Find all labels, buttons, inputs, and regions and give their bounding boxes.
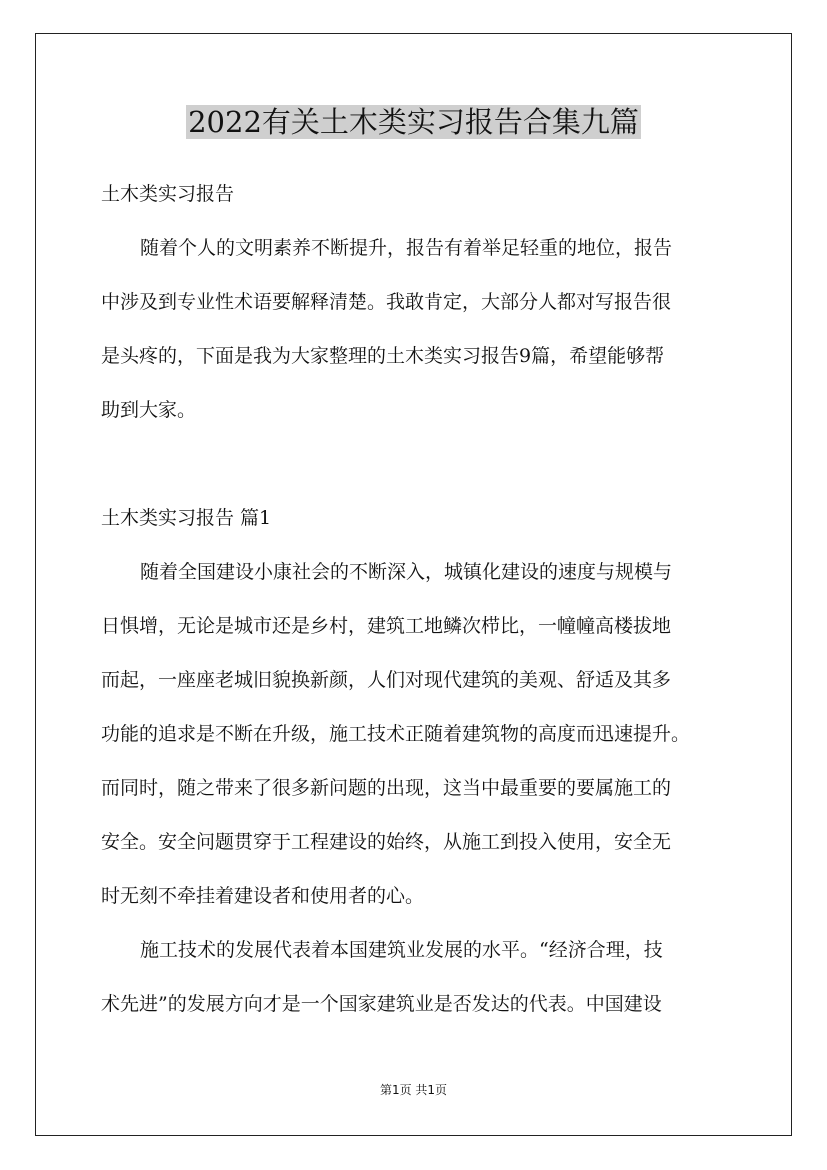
document-title [0,100,827,144]
document-title-text: 2022有关土木类实习报告合集九篇 [188,105,639,139]
section-heading: 土木类实习报告 篇1 [101,507,272,529]
section-paragraph-line: 而起，一座座老城旧貌换新颜，人们对现代建筑的美观、舒适及其多 [101,669,672,691]
section-paragraph-line: 时无刻不牵挂着建设者和使用者的心。 [101,885,425,907]
intro-paragraph-line: 助到大家。 [101,399,197,421]
section-paragraph-line: 随着全国建设小康社会的不断深入，城镇化建设的速度与规模与 [140,561,673,583]
section-paragraph-line: 安全。安全问题贯穿于工程建设的始终，从施工到投入使用，安全无 [101,831,672,853]
intro-paragraph-line: 中涉及到专业性术语要解释清楚。我敢肯定，大部分人都对写报告很 [101,291,672,313]
intro-heading: 土木类实习报告 [101,183,235,205]
intro-paragraph-line: 随着个人的文明素养不断提升，报告有着举足轻重的地位，报告 [140,237,673,259]
section-paragraph-line: 而同时，随之带来了很多新问题的出现，这当中最重要的要属施工的 [101,777,672,799]
page-footer: 第1页 共1页 [379,1083,448,1097]
section-paragraph-line: 术先进”的发展方向才是一个国家建筑业是否发达的代表。中国建设 [101,993,662,1015]
section-paragraph-line: 功能的追求是不断在升级，施工技术正随着建筑物的高度而迅速提升。 [101,723,691,745]
section-paragraph-line: 日惧增，无论是城市还是乡村，建筑工地鳞次栉比，一幢幢高楼拔地 [101,615,672,637]
intro-paragraph-line: 是头疼的，下面是我为大家整理的土木类实习报告9篇，希望能够帮 [101,345,665,367]
section-paragraph-line: 施工技术的发展代表着本国建筑业发展的水平。“经济合理，技 [140,939,663,961]
